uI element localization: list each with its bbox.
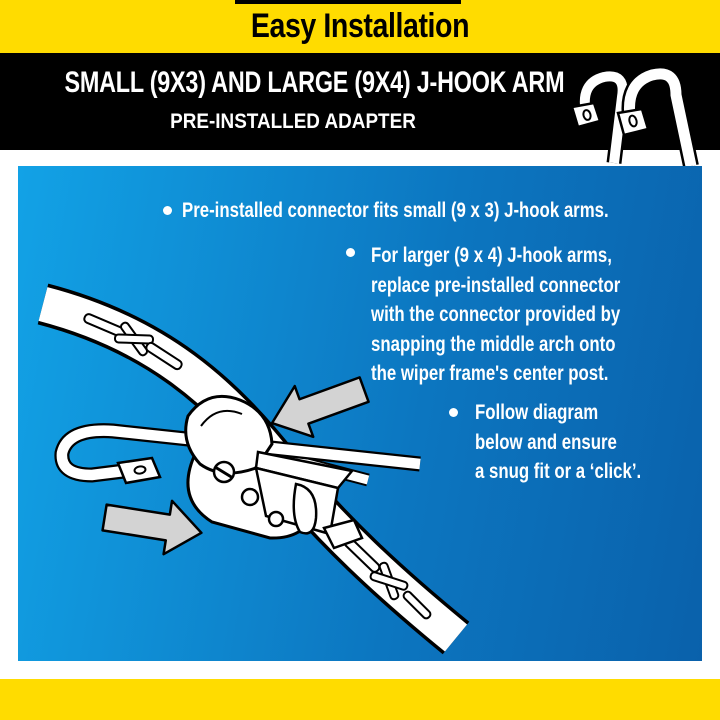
header-title: SMALL (9X3) AND LARGE (9X4) J-HOOK ARM	[64, 66, 565, 99]
bullet-dot	[163, 206, 172, 215]
bullet-1: Pre-installed connector fits small (9 x 3) J-hook arms.	[182, 199, 609, 222]
j-hook-small	[572, 76, 623, 163]
arrow-right	[100, 491, 205, 560]
j-hook-large	[618, 74, 691, 166]
top-crop-strip	[235, 0, 461, 4]
bullet-dot	[449, 408, 458, 417]
instruction-panel	[18, 166, 702, 661]
bullet-3: Follow diagram below and ensure a snug fit or a ‘click’.	[475, 401, 642, 483]
j-hook-arms-icon	[560, 55, 720, 166]
bullet-2: For larger (9 x 4) J-hook arms, replace pre-installed connector with the connector provided by snapping the middle arch onto the wiper frame's center post.	[371, 244, 621, 385]
top-banner	[0, 0, 720, 53]
bottom-banner	[0, 679, 720, 720]
bullet-dot	[346, 248, 355, 257]
header-subtitle: PRE-INSTALLED ADAPTER	[170, 110, 416, 133]
banner-title: Easy Installation	[250, 7, 470, 45]
